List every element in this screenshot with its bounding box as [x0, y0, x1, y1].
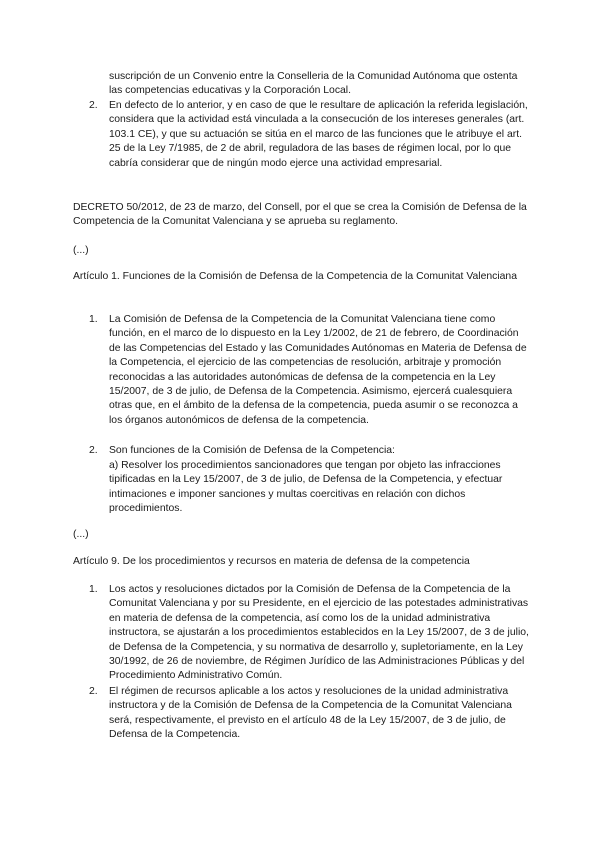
intro-list-item-text: En defecto de lo anterior, y en caso de que le resultare de aplicación la referida legislación, considera que la actividad está vinculada a la consecución de los intereses generales (art. 103.1 CE), y que su actuación se sitúa en el marco de las funciones que le atribuye el art. 25 de la Ley 7/1985, de 2 de abril, reguladora de las bases de régimen local, por lo que cabría considerar que de ningún modo ejerce una actividad empresarial. — [109, 100, 528, 169]
ellipsis-2: (...) — [73, 529, 89, 540]
article-1-title: Artículo 1. Funciones de la Comisión de Defensa de la Competencia de la Comunitat Valenciana — [73, 271, 517, 282]
article-9-item-number: 1. — [89, 584, 98, 595]
article-9-item-text: El régimen de recursos aplicable a los actos y resoluciones de la unidad administrativa instructora y de la Comisión de Defensa de la Competencia de la Comunitat Valenciana será, respectivamente, el previsto en el artículo 48 de la Ley 15/2007, de 3 de julio, de Defensa de la Competencia. — [109, 686, 512, 741]
article-9-item-number: 2. — [89, 686, 98, 697]
article-1-item-subtext: a) Resolver los procedimientos sancionadores que tengan por objeto las infracciones tipificadas en la Ley 15/2007, de 3 de julio, de Defensa de la Competencia, y efectuar intimaciones e imponer sanciones y multas coercitivas en relación con dichos procedimientos. — [109, 460, 503, 515]
article-1-item-number: 1. — [89, 314, 98, 325]
article-9-item-text: Los actos y resoluciones dictados por la Comisión de Defensa de la Competencia de la Comunitat Valenciana y por su Presidente, en el ejercicio de las potestades administrativas en materia de defensa de la competencia, así como los de la unidad administrativa instructora, se ajustarán a los procedimientos establecidos en la Ley 15/2007, de 3 de julio, de Defensa de la Competencia, y su normativa de desarrollo y, supletoriamente, en la Ley 30/1992, de 26 de noviembre, de Régimen Jurídico de las Administraciones Públicas y del Procedimiento Administrativo Común. — [109, 584, 529, 682]
article-9-title: Artículo 9. De los procedimientos y recursos en materia de defensa de la competencia — [73, 556, 470, 567]
intro-list-item-number: 2. — [89, 100, 98, 111]
article-1-item-number: 2. — [89, 445, 98, 456]
decree-heading: DECRETO 50/2012, de 23 de marzo, del Consell, por el que se crea la Comisión de Defensa de la Competencia de la Comunitat Valenciana y se aprueba su reglamento. — [73, 202, 527, 228]
article-1-item-text: Son funciones de la Comisión de Defensa de la Competencia: — [109, 445, 395, 456]
article-1-item-text: La Comisión de Defensa de la Competencia de la Comunitat Valenciana tiene como función, en el marco de lo dispuesto en la Ley 1/2002, de 21 de febrero, de Coordinación de las Competencias del Estado y las Comunidades Autónomas en Materia de Defensa de la Competencia, el ejercicio de las competencias de resolución, arbitraje y promoción reconocidas a las autoridades autonómicas de defensa de la competencia en la Ley 15/2007, de 3 de julio, de Defensa de la Competencia. Asimismo, ejercerá cualesquiera otras que, en el ámbito de la defensa de la competencia, pueda asumir o se reconozca a los órganos autonómicos de defensa de la competencia. — [109, 314, 527, 426]
ellipsis-1: (...) — [73, 245, 89, 256]
intro-list-item-continuation: suscripción de un Convenio entre la Conselleria de la Comunidad Autónoma que ostenta las competencias educativas y la Corporación Local. — [109, 71, 518, 97]
